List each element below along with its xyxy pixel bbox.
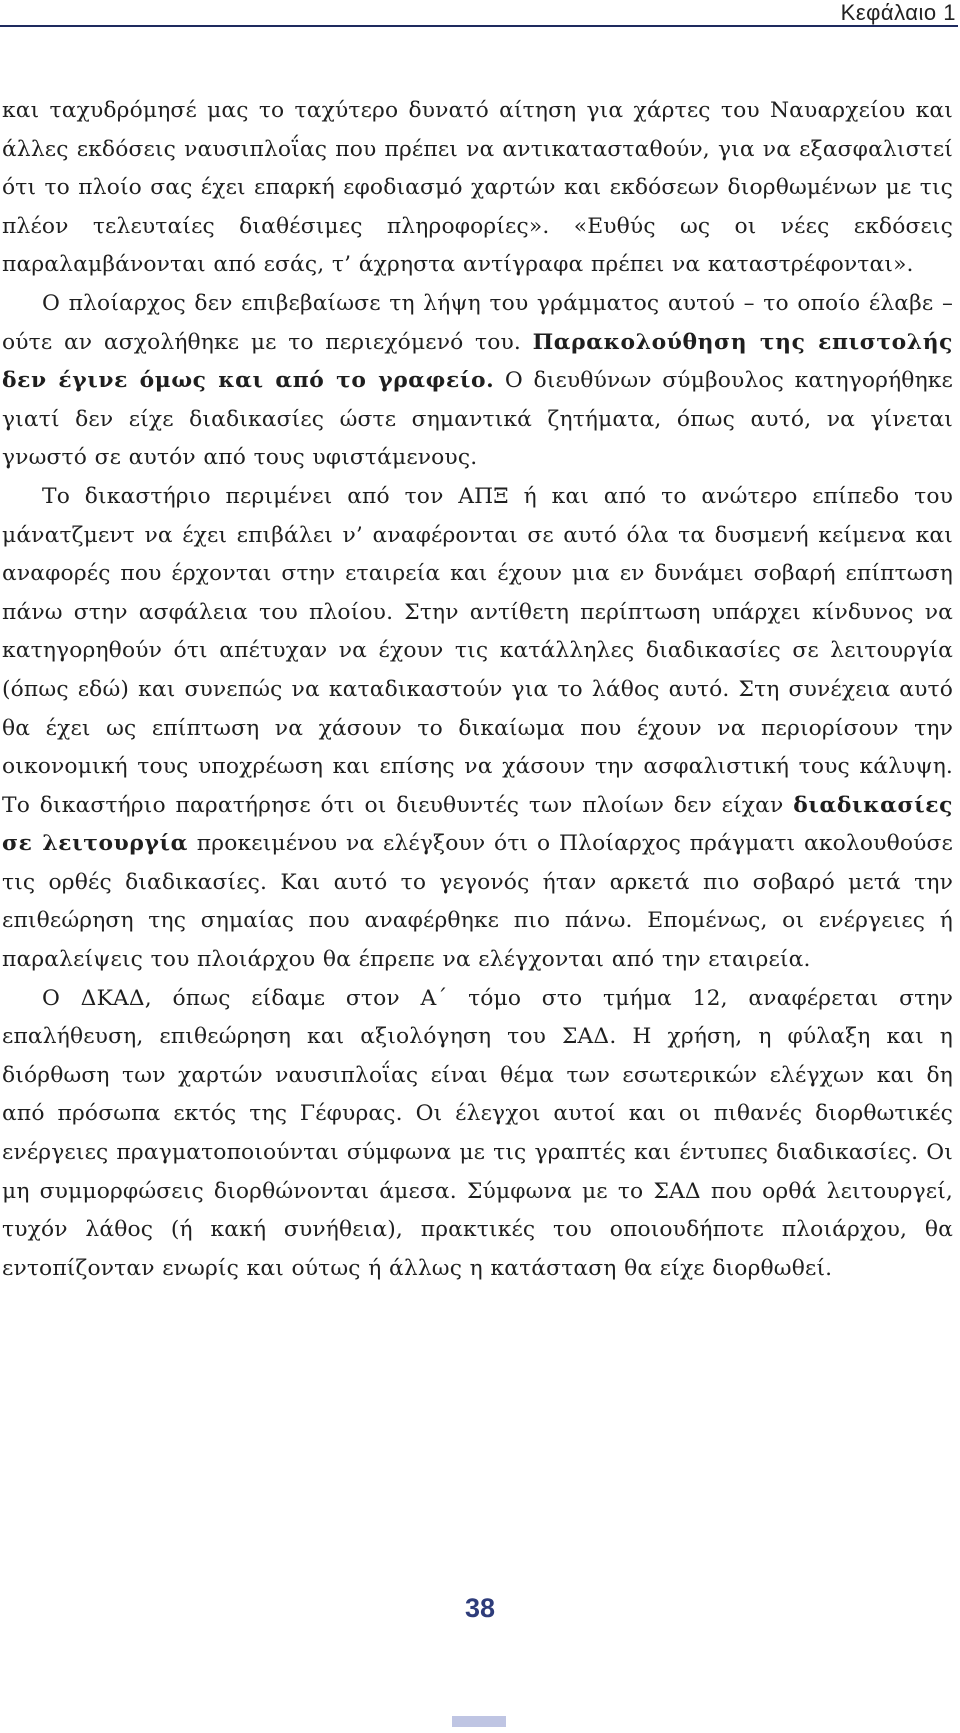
paragraph-3-text-after: προκειμένου να ελέγξουν ότι ο Πλοίαρχος πράγματι ακολουθούσε τις ορθές διαδικασίες. Και αυτό το γεγονός ήταν αρκετά πιο σοβαρό μετά την επιθεώρηση της σημαίας που αναφέρθηκε πιο πάνω. Επομένως, οι ενέργειες ή παραλείψεις του πλοιάρχου θα έπρεπε να ελέγχονται από την εταιρεία. (2, 831, 953, 973)
paragraph-3 (2, 478, 953, 980)
paragraph-3-text-before: Το δικαστήριο περιμένει από τον ΑΠΞ ή και από το ανώτερο επίπεδο του μάνατζμεντ να έχει επιβάλει ν’ αναφέρονται σε αυτό όλα τα δυσμενή κείμενα και αναφορές που έρχονται στην εταιρεία και έχουν μια εν δυνάμει σοβαρή επίπτωση πάνω στην ασφάλεια του πλοίου. Στην αντίθετη περίπτωση υπάρχει κίνδυνος να κατηγορηθούν ότι απέτυχαν να έχουν τις κατάλληλες διαδικασίες σε λειτουργία (όπως εδώ) και συνεπώς να καταδικαστούν για το λάθος αυτό. Στη συνέχεια αυτό θα έχει ως επίπτωση να χάσουν το δικαίωμα που έχουν να περιορίσουν την οικονομική τους υποχρέωση και επίσης να χάσουν την ασφαλιστική τους κάλυψη. Το δικαστήριο παρατήρησε ότι οι διευθυντές των πλοίων δεν είχαν (2, 483, 953, 818)
body-text (2, 92, 953, 1288)
paragraph-1-text: και ταχυδρόμησέ μας το ταχύτερο δυνατό αίτηση για χάρτες του Ναυαρχείου και άλλες εκδόσεις ναυσιπλοΐας που πρέπει να αντικατασταθούν, για να εξασφαλιστεί ότι το πλοίο σας έχει επαρκή εφοδιασμό χαρτών και εκδόσεων διορθωμένων με τις πλέον τελευταίες διαθέσιμες πληροφορίες». «Ευθύς ως οι νέες εκδόσεις παραλαμβάνονται από εσάς, τ’ άχρηστα αντίγραφα πρέπει να καταστρέφονται». (2, 98, 953, 278)
paragraph-2 (2, 285, 953, 478)
paragraph-4-text: Ο ΔΚΑΔ, όπως είδαμε στον Α΄ τόμο στο τμήμα 12, αναφέρεται στην επαλήθευση, επιθεώρηση και αξιολόγηση του ΣΑΔ. Η χρήση, η φύλαξη και η διόρθωση των χαρτών ναυσιπλοΐας είναι θέμα των εσωτερικών ελέγχων και δη από πρόσωπα εκτός της Γέφυρας. Οι έλεγχοι αυτοί και οι πιθανές διορθωτικές ενέργειες πραγματοποιούνται σύμφωνα με τις γραπτές και έντυπες διαδικασίες. Οι μη συμμορφώσεις διορθώνονται άμεσα. Σύμφωνα με το ΣΑΔ που ορθά λειτουργεί, τυχόν λάθος (ή κακή συνήθεια), πρακτικές του οποιουδήποτε πλοιάρχου, θα εντοπίζονταν ενωρίς και ούτως ή άλλως η κατάσταση θα είχε διορθωθεί. (2, 985, 953, 1281)
header-rule (0, 25, 958, 27)
page-number-bar (452, 1716, 506, 1727)
paragraph-3-bold: διαδικασίες σε λειτουργία (2, 792, 953, 857)
paragraph-2-text-after: Ο διευθύνων σύμβουλος κατηγορήθηκε γιατί δεν είχε διαδικασίες ώστε σημαντικά ζητήματα, όπως αυτό, να γίνεται γνωστό σε αυτόν από τους υφιστάμενους. (2, 368, 953, 471)
paragraph-2-bold: Παρακολούθηση της επιστολής δεν έγινε όμως και από το γραφείο. (2, 329, 954, 394)
paragraph-1 (2, 92, 953, 285)
paragraph-4 (2, 980, 953, 1289)
running-header-chapter: Κεφάλαιο 1 (840, 0, 956, 25)
page-number: 38 (464, 1593, 496, 1623)
paragraph-2-text-before: Ο πλοίαρχος δεν επιβεβαίωσε τη λήψη του γράμματος αυτού – το οποίο έλαβε – ούτε αν ασχολήθηκε με το περιεχόμενό του. (2, 290, 953, 355)
